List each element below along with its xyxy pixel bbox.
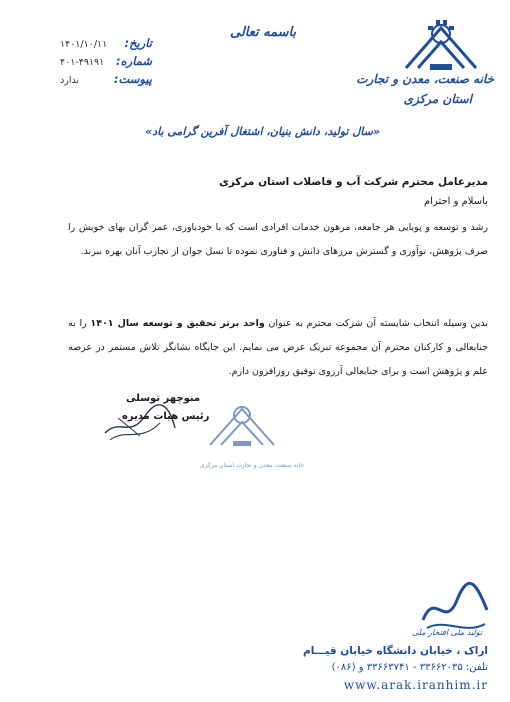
footer-website[interactable]: www.arak.iranhim.ir (343, 678, 488, 692)
signatory-title: رئیس هیات مدیره (122, 411, 210, 422)
date-label: تاریخ: (124, 36, 152, 50)
number-label: شماره: (116, 54, 152, 68)
paragraph-2-before: بدین وسیله انتخاب شایسته آن شرکت محترم به عنوان (264, 318, 488, 329)
paragraph-1: رشد و توسعه و پویایی هر جامعه، مرهون خدمات افرادی است که با خودباوری، عمر گران بهای خویش را صرف پژوهش، نوآوری و گسترش مرزهای دانش و فناوری نموده تا نسل جوان از تجارب آنان بهره ببرند. (68, 222, 488, 257)
brand-script-text: تولید ملی افتخار ملی (412, 628, 483, 637)
paragraph-2-after: را به جنابعالی و کارکنان محترم آن مجموعه تبریک عرض می نمایم. این جایگاه نشانگر تلاش مستمر در عرصه علم و پژوهش است و برای جنابعالی آرزوی توفیق روزافزون دارم. (68, 318, 488, 377)
year-slogan: «سال تولید، دانش بنیان، اشتغال آفرین گرامی باد» (145, 125, 380, 138)
footer-address: اراک ، خیابان دانشگاه خیابان قیـــام (303, 645, 488, 657)
greeting-line: باسلام و احترام (423, 196, 488, 207)
org-name-line2: استان مرکزی (403, 92, 472, 106)
paragraph-2 (68, 312, 488, 384)
footer-phone: تلفن: ۳۳۶۶۲۰۳۵ - ۳۳۶۶۳۷۴۱ و (۰۸۶) (331, 662, 488, 673)
number-value: ۴۰۱-۴۹۱۹۱ (60, 57, 105, 68)
date-row (60, 36, 152, 54)
date-value: ۱۴۰۱/۱۰/۱۱ (60, 39, 108, 50)
signatory-name: منوچهر توسلی (126, 393, 201, 404)
number-row (60, 54, 152, 72)
attachment-label: پیوست: (113, 72, 152, 86)
letter-meta-block (60, 36, 152, 90)
stamp-caption: خانه صنعت، معدن و تجارت استان مرکزی (200, 462, 305, 469)
paragraph-2-highlight: واحد برتر تحقیق و توسعه سال ۱۴۰۱ (90, 318, 265, 329)
recipient-line: مدیرعامل محترم شرکت آب و فاضلاب استان مرکزی (219, 176, 488, 188)
org-name-line1: خانه صنعت، معدن و تجارت (356, 72, 494, 86)
attachment-value: ندارد (60, 75, 80, 86)
basmala-heading: باسمه تعالی (230, 25, 297, 40)
attachment-row (60, 72, 152, 90)
